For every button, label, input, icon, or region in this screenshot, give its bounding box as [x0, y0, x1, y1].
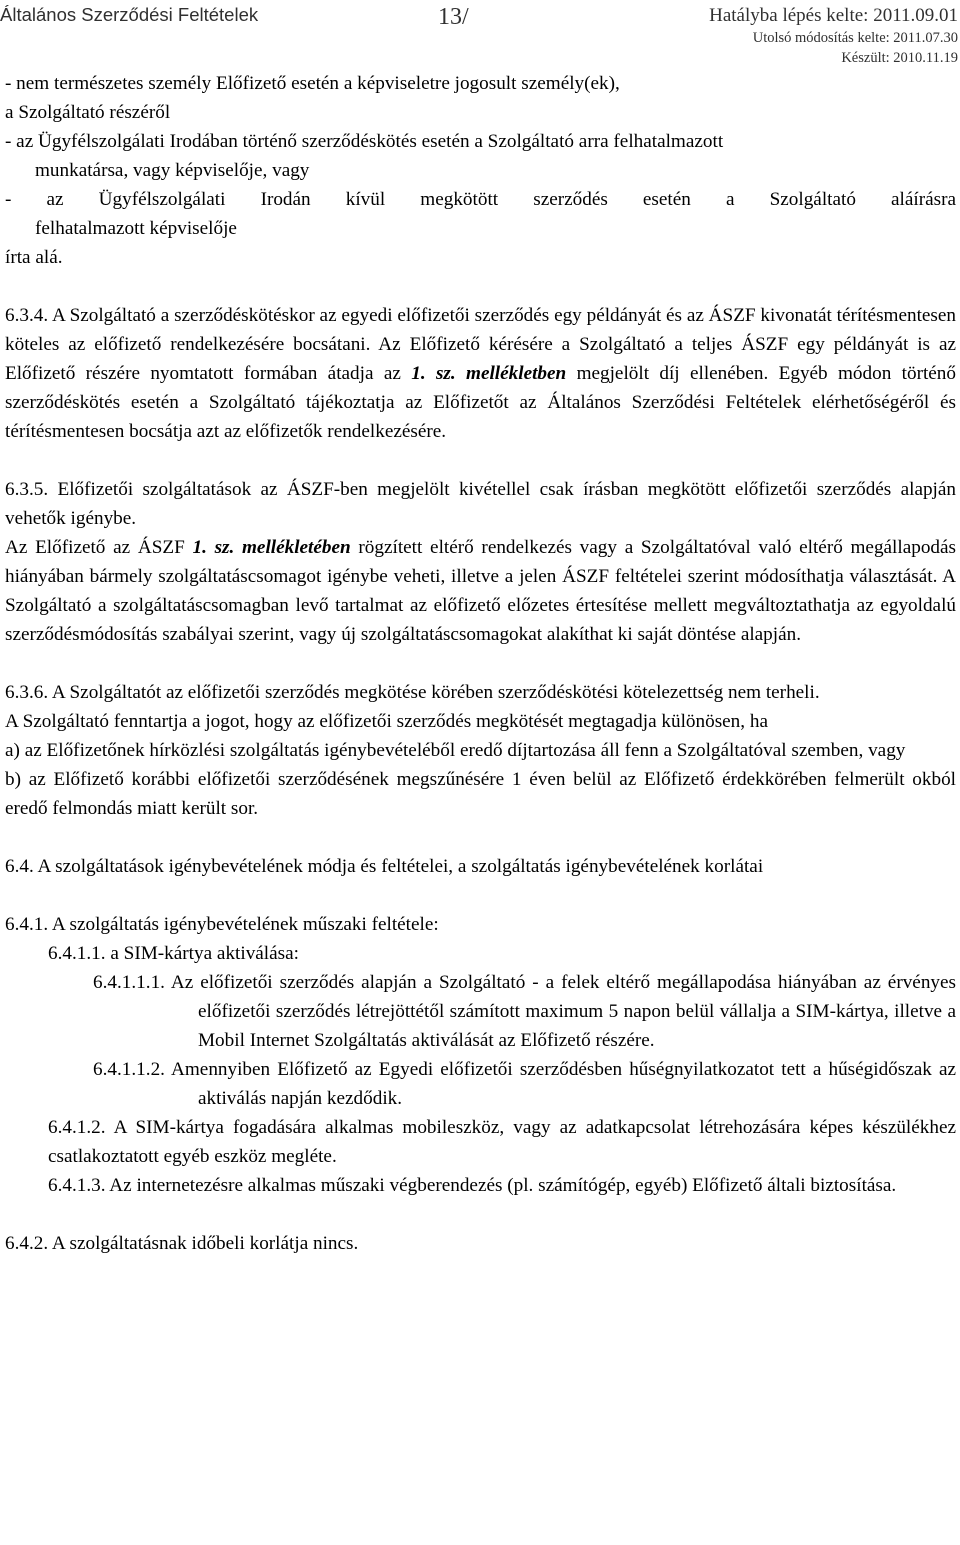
header-title: Általános Szerződési Feltételek — [0, 4, 259, 25]
paragraph-text: rögzített eltérő rendelkezés vagy a Szolgáltatóval való eltérő megállapodás hiányában bármely szolgáltatáscsomagot igénybe veheti, illetve a jelen ÁSZF feltételei szerint módosíthatja választását. A Szolgáltató a szolgáltatáscsomagban levő tartalmat az előfizető előzetes értesítése mellett megváltoztathatja az egyoldalú szerződésmódosítás szabályai szerint, vagy új szolgáltatáscsomagokat alakíthat ki saját döntése alapján. — [5, 537, 956, 645]
created-date: Készült: 2010.11.19 — [841, 50, 958, 66]
signatory-line: írta alá. — [5, 247, 63, 268]
item-text: Amennyiben Előfizető az Egyedi előfizetői szerződésben hűségnyilatkozatot tett a hűségidőszak az aktiválás napján kezdődik. — [171, 1059, 957, 1109]
paragraph-6-3-5-cont — [5, 533, 956, 649]
list-item-b: b) az Előfizető korábbi előfizetői szerződésének megszűnésére 1 éven belül az Előfizető érdekkörében felmerült okból eredő felmondás miatt került sor. — [5, 769, 956, 819]
subsection-6-4-1-3: 6.4.1.3. Az internetezésre alkalmas műszaki végberendezés (pl. számítógép, egyéb) Előfizető általi biztosítása. — [48, 1175, 897, 1196]
paragraph-text: Az Előfizető az ÁSZF — [5, 537, 193, 558]
subsection-6-4-1-2: 6.4.1.2. A SIM-kártya fogadására alkalmas mobileszköz, vagy az adatkapcsolat létrehozására képes készülékhez csatlakoztatott egyéb eszköz megléte. — [48, 1117, 956, 1167]
paragraph-6-3-6-cont: A Szolgáltató fenntartja a jogot, hogy az előfizetői szerződés megkötését megtagadja különösen, ha — [5, 711, 768, 732]
signatory-line: a Szolgáltató részéről — [5, 102, 171, 123]
paragraph-6-3-5: 6.3.5. Előfizetői szolgáltatások az ÁSZF-ben megjelölt kivétellel csak írásban megkötött előfizetői szerződés alapján vehetők igénybe. — [5, 479, 956, 529]
item-text: Az előfizetői szerződés alapján a Szolgáltató - a felek eltérő megállapodása hiányában az érvényes előfizetői szerződés létrejöttétől számított maximum 5 napon belül vállalja a SIM-kártya, illetve a Mobil Internet Szolgáltatás aktiválását az Előfizető részére. — [170, 972, 956, 1051]
last-modified-date: Utolsó módosítás kelte: 2011.07.30 — [752, 30, 958, 46]
subsection-6-4-1-1: 6.4.1.1. a SIM-kártya aktiválása: — [48, 943, 299, 964]
subsection-6-4-1-1-2 — [5, 1055, 956, 1113]
list-item-a: a) az Előfizetőnek hírközlési szolgáltatás igénybevételéből eredő díjtartozása áll fenn a Szolgáltatóval szemben, vagy — [5, 740, 906, 761]
effective-date: Hatályba lépés kelte: 2011.09.01 — [709, 5, 958, 26]
section-heading-6-4: 6.4. A szolgáltatások igénybevételének módja és feltételei, a szolgáltatás igénybevételének korlátai — [5, 856, 764, 877]
paragraph-text: 6.3.4. A Szolgáltató a szerződéskötéskor az egyedi előfizetői szerződés egy példányát és az ÁSZF kivonatát térítésmentesen köteles az előfizető rendelkezésére bocsátani. Az Előfizető kérésére a Szolgáltató a teljes ÁSZF egy példányát is az Előfizető részére nyomtatott formában átadja az — [5, 305, 956, 384]
signatory-line: - nem természetes személy Előfizető esetén a képviseletre jogosult személy(ek), — [5, 73, 620, 94]
header-dates — [709, 4, 958, 67]
signatory-line: felhatalmazott képviselője — [35, 218, 237, 239]
annex-reference: 1. sz. mellékletben — [411, 363, 567, 384]
annex-reference: 1. sz. mellékletében — [192, 537, 351, 558]
paragraph-text: megjelölt díj ellenében. Egyéb módon történő szerződéskötés esetén a Szolgáltató tájékoztatja az Előfizetőt az Általános Szerződési Feltételek elérhetőségéről és térítésmentesen bocsátja azt az előfizetők rendelkezésére. — [5, 363, 956, 442]
section-heading-6-4-1: 6.4.1. A szolgáltatás igénybevételének műszaki feltétele: — [5, 914, 439, 935]
paragraph-6-3-6: 6.3.6. A Szolgáltatót az előfizetői szerződés megkötése körében szerződéskötési kötelezettség nem terheli. — [5, 682, 820, 703]
subsection-6-4-1-1-1 — [5, 968, 956, 1055]
signatory-line: munkatársa, vagy képviselője, vagy — [35, 160, 310, 181]
item-number: 6.4.1.1.2. — [93, 1059, 165, 1080]
page-number: 13/ — [438, 4, 469, 30]
signatory-line: - az Ügyfélszolgálati Irodában történő szerződéskötés esetén a Szolgáltató arra felhatalmazott — [5, 131, 724, 152]
signatory-line: - az Ügyfélszolgálati Irodán kívül megkötött szerződés esetén a Szolgáltató aláírásra — [5, 189, 956, 210]
item-number: 6.4.1.1.1. — [93, 972, 165, 993]
paragraph-6-3-4 — [5, 301, 956, 446]
paragraph-6-4-2: 6.4.2. A szolgáltatásnak időbeli korlátja nincs. — [5, 1233, 359, 1254]
document-body — [5, 69, 956, 1258]
